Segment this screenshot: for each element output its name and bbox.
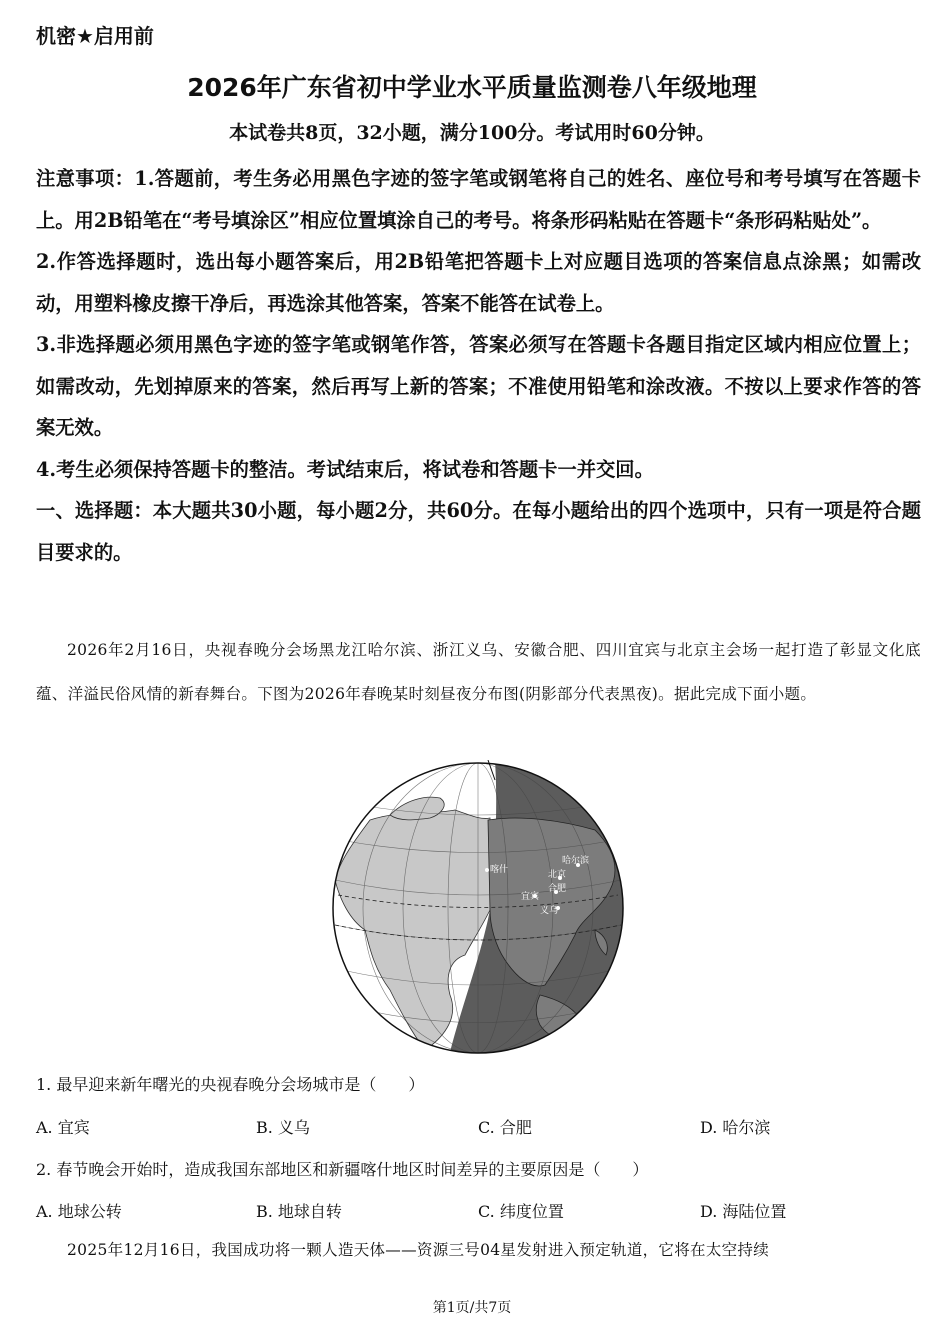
next-passage: 2025年12月16日，我国成功将一颗人造天体——资源三号04星发射进入预定轨道，它将在太空持续 (67, 1241, 770, 1259)
city-hefei: 合肥 (548, 884, 567, 894)
city-yibin: 宜宾 (521, 892, 540, 902)
confidential-label: 机密★启用前 (36, 24, 154, 48)
instruction-1: 注意事项：1.答题前，考生务必用黑色字迹的签字笔或钢笔将自己的姓名、座位号和考号填写在答题卡上。用2B铅笔在“考号填涂区”相应位置填涂自己的考号。将条形码粘贴在答题卡“条形码粘贴处”。 (36, 167, 921, 232)
q2-option-d[interactable]: D. 海陆位置 (700, 1202, 787, 1221)
instruction-2: 2.作答选择题时，选出每小题答案后，用2B铅笔把答题卡上对应题目选项的答案信息点涂黑；如需改动，用塑料橡皮擦干净后，再选涂其他答案，答案不能答在试卷上。 (36, 250, 921, 315)
globe-svg (330, 760, 626, 1056)
question-1-stem: 1. 最早迎来新年曙光的央视春晚分会场城市是（ ） (36, 1075, 425, 1094)
page-number: 第1页/共7页 (432, 1300, 512, 1316)
day-night-globe-figure (330, 760, 626, 1056)
city-beijing: 北京 (548, 870, 567, 880)
question-2-stem: 2. 春节晚会开始时，造成我国东部地区和新疆喀什地区时间差异的主要原因是（ ） (36, 1160, 649, 1179)
city-kashgar: 喀什 (490, 865, 509, 875)
q1-option-d[interactable]: D. 哈尔滨 (700, 1118, 771, 1137)
instructions (36, 158, 921, 573)
exam-subtitle: 本试卷共8页，32小题，满分100分。考试用时60分钟。 (229, 122, 715, 144)
intro-paragraph: 2026年2月16日，央视春晚分会场黑龙江哈尔滨、浙江义乌、安徽合肥、四川宜宾与北京主会场一起打造了彰显文化底蕴、洋溢民俗风情的新春舞台。下图为2026年春晚某时刻昼夜分布图(阴影部分代表黑夜)。据此完成下面小题。 (36, 641, 921, 703)
section-heading: 一、选择题：本大题共30小题，每小题2分，共60分。在每小题给出的四个选项中，只有一项是符合题目要求的。 (36, 499, 921, 564)
city-yiwu: 义乌 (540, 906, 559, 916)
q1-option-c[interactable]: C. 合肥 (478, 1118, 532, 1137)
instruction-4: 4.考生必须保持答题卡的整洁。考试结束后，将试卷和答题卡一并交回。 (36, 457, 654, 481)
q2-option-b[interactable]: B. 地球自转 (256, 1202, 342, 1221)
q1-option-b[interactable]: B. 义乌 (256, 1118, 310, 1137)
instruction-3: 3.非选择题必须用黑色字迹的签字笔或钢笔作答，答案必须写在答题卡各题目指定区域内相应位置上；如需改动，先划掉原来的答案，然后再写上新的答案；不准使用铅笔和涂改液。不按以上要求作答的答案无效。 (36, 333, 921, 439)
q2-option-a[interactable]: A. 地球公转 (36, 1202, 122, 1221)
city-harbin: 哈尔滨 (562, 856, 590, 866)
q1-option-a[interactable]: A. 宜宾 (36, 1118, 90, 1137)
q2-option-c[interactable]: C. 纬度位置 (478, 1202, 564, 1221)
exam-title: 2026年广东省初中学业水平质量监测卷八年级地理 (187, 73, 757, 102)
